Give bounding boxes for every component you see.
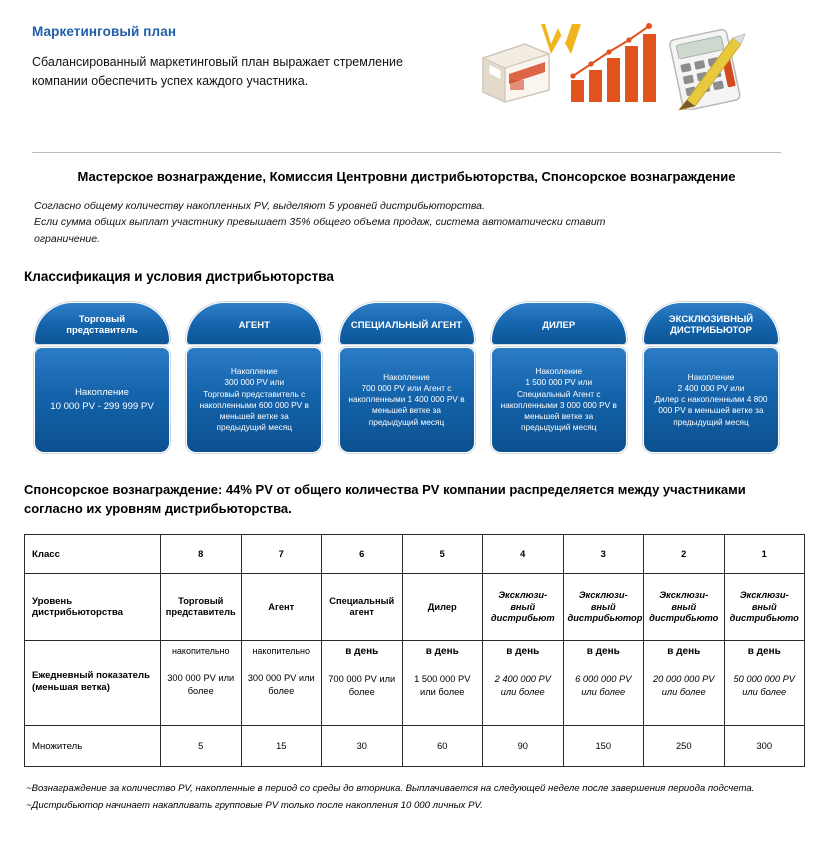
- badge-item: [186, 302, 322, 453]
- badge-body: [491, 347, 627, 453]
- table-cell-level-6: Специальный агент: [322, 574, 403, 641]
- badge-body: [34, 347, 170, 453]
- table-cell-level-1: Эксклюзи-вный дистрибьюто: [724, 574, 805, 641]
- badge-body-head: Накопление: [535, 366, 583, 377]
- table-cell-class-2: 2: [644, 535, 725, 574]
- daily-unit: в день: [506, 646, 540, 658]
- page-title: Маркетинговый план: [32, 24, 177, 39]
- rewards-note: [34, 198, 674, 247]
- table-cell-multiplier-7: 15: [241, 726, 322, 767]
- badge-name: ДИЛЕР: [491, 302, 627, 344]
- table-cell-daily-5: [402, 641, 483, 726]
- badge-item: [643, 302, 779, 453]
- table-cell-level-3: Эксклюзи-вный дистрибьютор: [563, 574, 644, 641]
- distributor-plan-table: [24, 534, 805, 767]
- table-cell-daily-3: [563, 641, 644, 726]
- badge-name: ЭКСКЛЮЗИВНЫЙ ДИСТРИБЬЮТОР: [643, 302, 779, 344]
- badge-body: [339, 347, 475, 453]
- badge-body-value: 10 000 PV - 299 999 PV: [50, 400, 154, 412]
- table-row: [25, 726, 805, 767]
- badge-body-value: 300 000 PV или: [224, 377, 285, 388]
- badge-name: АГЕНТ: [186, 302, 322, 344]
- table-cell-multiplier-1: 300: [724, 726, 805, 767]
- table-cell-level-4: Эксклюзи-вный дистрибьют: [483, 574, 564, 641]
- badge-item: [339, 302, 475, 453]
- table-cell-multiplier-4: 90: [483, 726, 564, 767]
- daily-value: 700 000 PV или более: [328, 673, 396, 698]
- badge-body-extra: накопленными 1 400 000 PV в меньшей ветке за предыдущий месяц: [348, 394, 465, 427]
- badge-body-extra: Торговый представитель с накопленными 600 000 PV в меньшей ветке за предыдущий месяц: [199, 388, 309, 433]
- daily-value: 1 500 000 PV или более: [414, 673, 471, 698]
- table-cell-daily-4: [483, 641, 564, 726]
- daily-value: 50 000 000 PV или более: [733, 673, 795, 698]
- badge-body-head: Накопление: [383, 371, 430, 382]
- sponsor-reward-title: Спонсорское вознаграждение: 44% PV от общего количества PV компании распределяется между участниками согласно их уровням дистрибьюторства.: [24, 481, 746, 516]
- daily-unit: накопительно: [171, 646, 230, 657]
- daily-value: 300 000 PV или более: [167, 672, 235, 696]
- badge-item: [491, 302, 627, 453]
- table-cell-class-6: 6: [322, 535, 403, 574]
- badge-body-head: Накопление: [230, 366, 278, 377]
- rewards-note-line-3: ограничение.: [34, 232, 100, 245]
- badge-body-value: 700 000 PV или Агент с: [361, 383, 452, 394]
- daily-unit: в день: [667, 646, 701, 658]
- table-cell-multiplier-8: 5: [161, 726, 242, 767]
- table-header-multiplier: Множитель: [25, 726, 161, 767]
- table-row: [25, 535, 805, 574]
- table-cell-multiplier-6: 30: [322, 726, 403, 767]
- table-cell-class-4: 4: [483, 535, 564, 574]
- table-cell-level-2: Эксклюзи-вный дистрибьюто: [644, 574, 725, 641]
- table-row: [25, 641, 805, 726]
- daily-value: 300 000 PV или более: [247, 672, 315, 696]
- table-cell-daily-1: [724, 641, 805, 726]
- footnote-1: ~Вознаграждение за количество PV, накопленные в период со среды до вторника. Выплачивается на следующей неделе после завершения периода подсчета.: [26, 783, 755, 795]
- table-cell-multiplier-5: 60: [402, 726, 483, 767]
- badge-body-head: Накопление: [74, 386, 129, 398]
- daily-unit: в день: [345, 646, 379, 658]
- daily-unit: накопительно: [252, 646, 311, 657]
- table-cell-daily-2: [644, 641, 725, 726]
- daily-unit: в день: [747, 646, 781, 658]
- daily-value: 20 000 000 PV или более: [652, 673, 715, 698]
- badge-body: [186, 347, 322, 453]
- table-cell-daily-7: [241, 641, 322, 726]
- daily-value: 2 400 000 PV или более: [494, 673, 551, 698]
- badge-item: [34, 302, 170, 453]
- classification-title: Классификация и условия дистрибьюторства: [24, 268, 334, 284]
- table-cell-class-7: 7: [241, 535, 322, 574]
- table-cell-class-8: 8: [161, 535, 242, 574]
- table-row: [25, 574, 805, 641]
- table-cell-daily-6: [322, 641, 403, 726]
- badge-body-extra: Дилер с накопленными 4 800 000 PV в меньшей ветке за предыдущий месяц: [654, 394, 768, 427]
- table-header-class: Класс: [25, 535, 161, 574]
- daily-unit: в день: [586, 646, 620, 658]
- badge-body-head: Накопление: [687, 371, 735, 382]
- header-description: Сбалансированный маркетинговый план выражает стремление компании обеспечить успех каждого участника.: [32, 55, 403, 88]
- table-cell-level-7: Агент: [241, 574, 322, 641]
- table-cell-level-5: Дилер: [402, 574, 483, 641]
- badge-body-value: 1 500 000 PV или: [525, 377, 593, 388]
- badge-body-extra: Специальный Агент с накопленными 3 000 000 PV в меньшей ветке за предыдущий месяц: [500, 388, 617, 433]
- rewards-note-line-1: Согласно общему количеству накопленных PV, выделяют 5 уровней дистрибьюторства.: [34, 200, 485, 212]
- badge-name: СПЕЦИАЛЬНЫЙ АГЕНТ: [339, 302, 475, 344]
- badge-name: Торговый представитель: [34, 302, 170, 344]
- rewards-note-line-2: Если сумма общих выплат участнику превышает 35% общего объема продаж, система автоматически ставит: [34, 216, 606, 229]
- daily-unit: в день: [425, 646, 459, 658]
- footnote-2: ~Дистрибьютор начинает накапливать групповые PV только после накопления 10 000 личных PV.: [26, 799, 483, 811]
- rewards-title: Мастерское вознаграждение, Комиссия Центровни дистрибьюторства, Спонсорское вознаграждение: [77, 169, 736, 184]
- table-cell-class-1: 1: [724, 535, 805, 574]
- badge-body-value: 2 400 000 PV или: [677, 383, 745, 394]
- table-cell-level-8: Торговый представитель: [161, 574, 242, 641]
- footnotes: [16, 767, 797, 814]
- table-cell-daily-8: [161, 641, 242, 726]
- table-cell-class-3: 3: [563, 535, 644, 574]
- marketing-chart-illustration: [479, 14, 749, 110]
- header-section: [16, 0, 797, 144]
- table-header-daily: Ежедневный показатель (меньшая ветка): [25, 641, 161, 726]
- table-cell-class-5: 5: [402, 535, 483, 574]
- table-cell-multiplier-3: 150: [563, 726, 644, 767]
- badge-list: [16, 284, 797, 453]
- table-header-level: Уровень дистрибьюторства: [25, 574, 161, 641]
- badge-body: [643, 347, 779, 453]
- rewards-section: [16, 153, 797, 247]
- table-cell-multiplier-2: 250: [644, 726, 725, 767]
- daily-value: 6 000 000 PV или более: [575, 673, 632, 698]
